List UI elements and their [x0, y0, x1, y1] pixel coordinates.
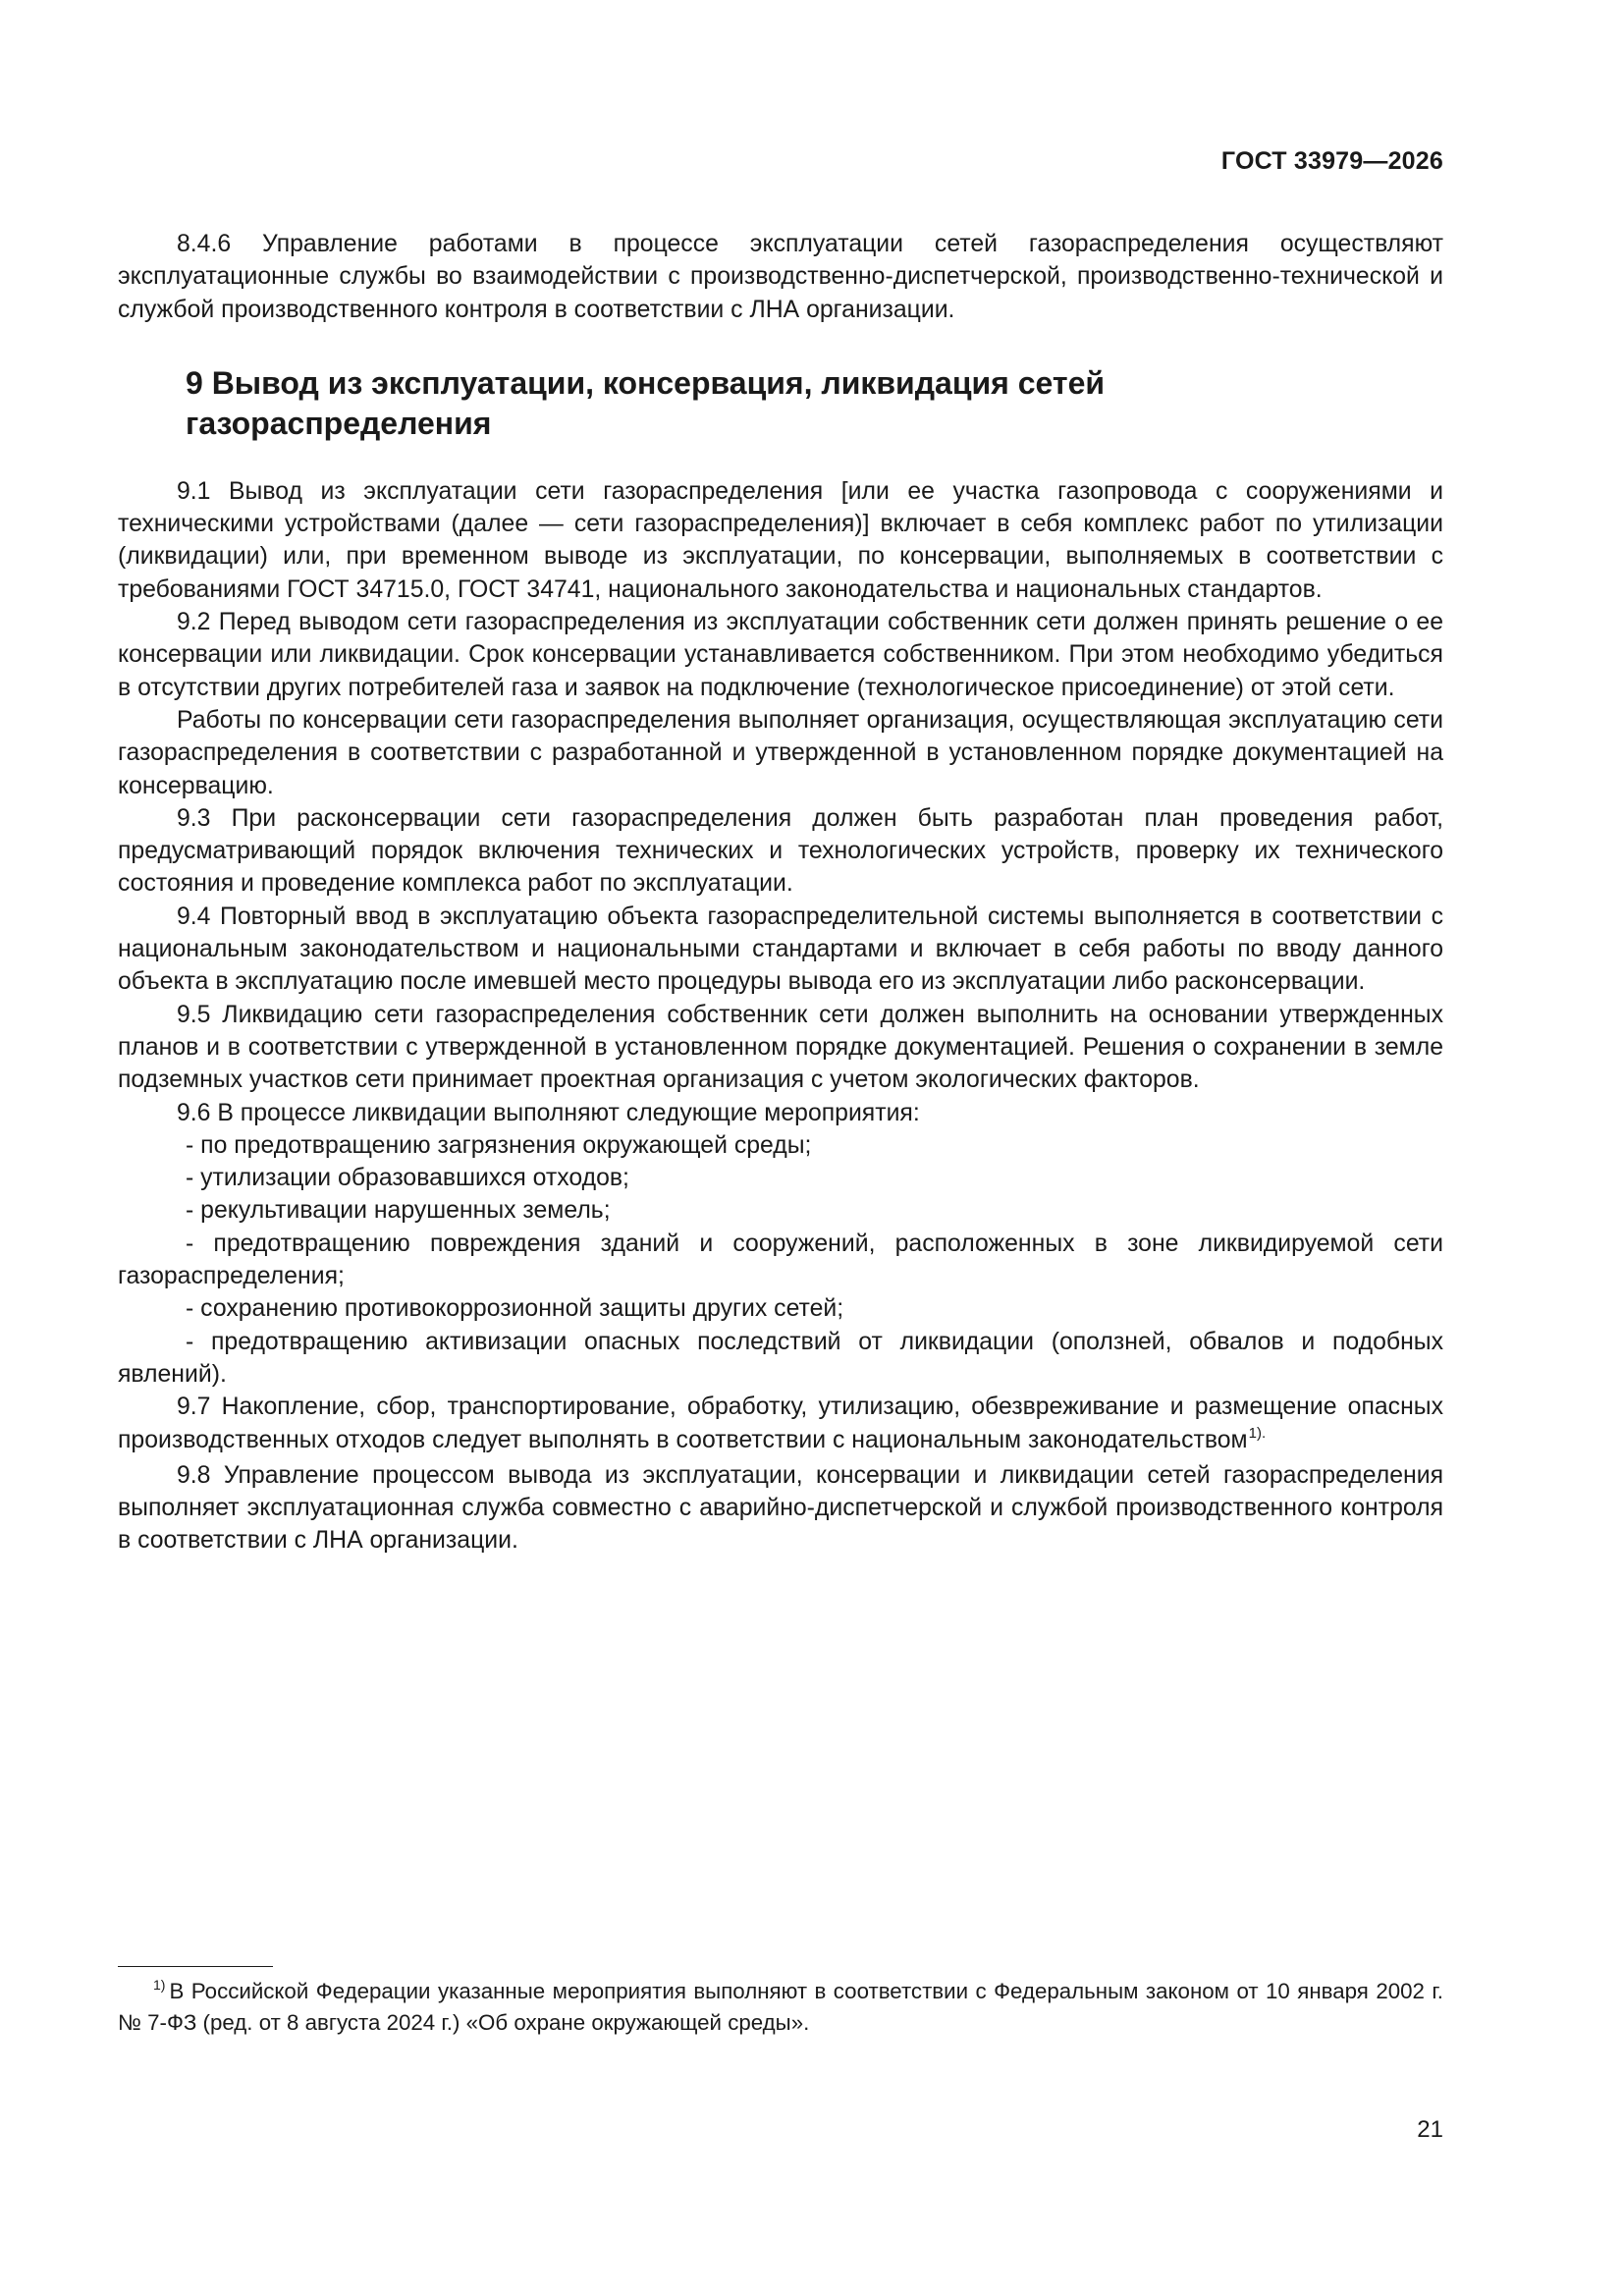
document-body	[118, 228, 1443, 1558]
paragraph-9-3: 9.3 При расконсервации сети газораспределения должен быть разработан план проведения работ, предусматривающий порядок включения технических и технологических устройств, проверку их технического состояния и проведение комплекса работ по эксплуатации.	[118, 804, 1443, 898]
section-9-heading-line-1: 9 Вывод из эксплуатации, консервация, ликвидация сетей	[186, 364, 1106, 401]
paragraph-9-1: 9.1 Вывод из эксплуатации сети газораспределения [или ее участка газопровода с сооружениями и техническими устройствами (далее — сети газораспределения)] включает в себя комплекс работ по утилизации (ликвидации) или, при временном выводе из эксплуатации, по консервации, выполняемых в соответствии с требованиями ГОСТ 34715.0, ГОСТ 34741, национального законодательства и национальных стандартов.	[118, 477, 1443, 603]
footnote-marker: 1)	[153, 1977, 166, 1993]
paragraph-9-2-conservation: Работы по консервации сети газораспределения выполняет организация, осуществляющая эксплуатацию сети газораспределения в соответствии с разработанной и утвержденной в установленном порядке документацией на консервацию.	[118, 706, 1443, 799]
list-item: - предотвращению повреждения зданий и сооружений, расположенных в зоне ликвидируемой сети газораспределения;	[118, 1230, 1443, 1290]
footnote-1	[118, 1977, 1443, 2038]
section-9-heading	[186, 363, 1443, 444]
list-item: - утилизации образовавшихся отходов;	[186, 1165, 629, 1192]
paragraph-9-5: 9.5 Ликвидацию сети газораспределения собственник сети должен выполнить на основании утвержденных планов и в соответствии с утвержденной в установленном порядке документацией. Решения о сохранении в земле подземных участков сети принимает проектная организация с учетом экологических факторов.	[118, 1001, 1443, 1094]
section-9-heading-line-2: газораспределения	[186, 405, 492, 441]
standard-code-header: ГОСТ 33979—2026	[1220, 147, 1443, 175]
paragraph-9-2: 9.2 Перед выводом сети газораспределения из эксплуатации собственник сети должен принять решение о ее консервации или ликвидации. Срок консервации устанавливается собственником. При этом необходимо убедиться в отсутствии других потребителей газа и заявок на подключение (технологическое присоединение) от этой сети.	[118, 609, 1443, 701]
paragraph-9-4: 9.4 Повторный ввод в эксплуатацию объекта газораспределительной системы выполняется в соответствии с национальным законодательством и национальными стандартами и включает в себя работы по вводу данного объекта в эксплуатацию после имевшей место процедуры вывода его из эксплуатации либо расконсервации.	[118, 902, 1443, 996]
list-item: - рекультивации нарушенных земель;	[186, 1197, 611, 1225]
paragraph-9-7	[118, 1391, 1443, 1459]
paragraph-8-4-6: 8.4.6 Управление работами в процессе эксплуатации сетей газораспределения осуществляют эксплуатационные службы во взаимодействии с производственно-диспетчерской, производственно-технической и службой производственного контроля в соответствии с ЛНА организации.	[118, 231, 1443, 323]
paragraph-9-6: 9.6 В процессе ликвидации выполняют следующие мероприятия:	[177, 1099, 920, 1126]
paragraph-9-8: 9.8 Управление процессом вывода из эксплуатации, консервации и ликвидации сетей газораспределения выполняет эксплуатационная служба совместно с аварийно-диспетчерской и службой производственного контроля в соответствии с ЛНА организации.	[118, 1461, 1443, 1555]
list-item: - по предотвращению загрязнения окружающей среды;	[186, 1131, 812, 1159]
footnote-block	[118, 1966, 1443, 2038]
list-item: - предотвращению активизации опасных последствий от ликвидации (оползней, обвалов и подобных явлений).	[118, 1328, 1443, 1388]
paragraph-9-7-text: 9.7 Накопление, сбор, транспортирование, обработку, утилизацию, обезвреживание и размещение опасных производственных отходов следует выполнять в соответствии с национальным законодательством	[118, 1394, 1443, 1453]
list-item: - сохранению противокоррозионной защиты других сетей;	[186, 1295, 844, 1323]
footnote-divider	[118, 1966, 273, 1967]
page-number: 21	[1417, 2116, 1443, 2143]
footnote-reference[interactable]: 1).	[1248, 1424, 1267, 1442]
footnote-text: В Российской Федерации указанные мероприятия выполняют в соответствии с Федеральным законом от 10 января 2002 г. № 7-ФЗ (ред. от 8 августа 2024 г.) «Об охране окружающей среды».	[118, 1979, 1443, 2035]
